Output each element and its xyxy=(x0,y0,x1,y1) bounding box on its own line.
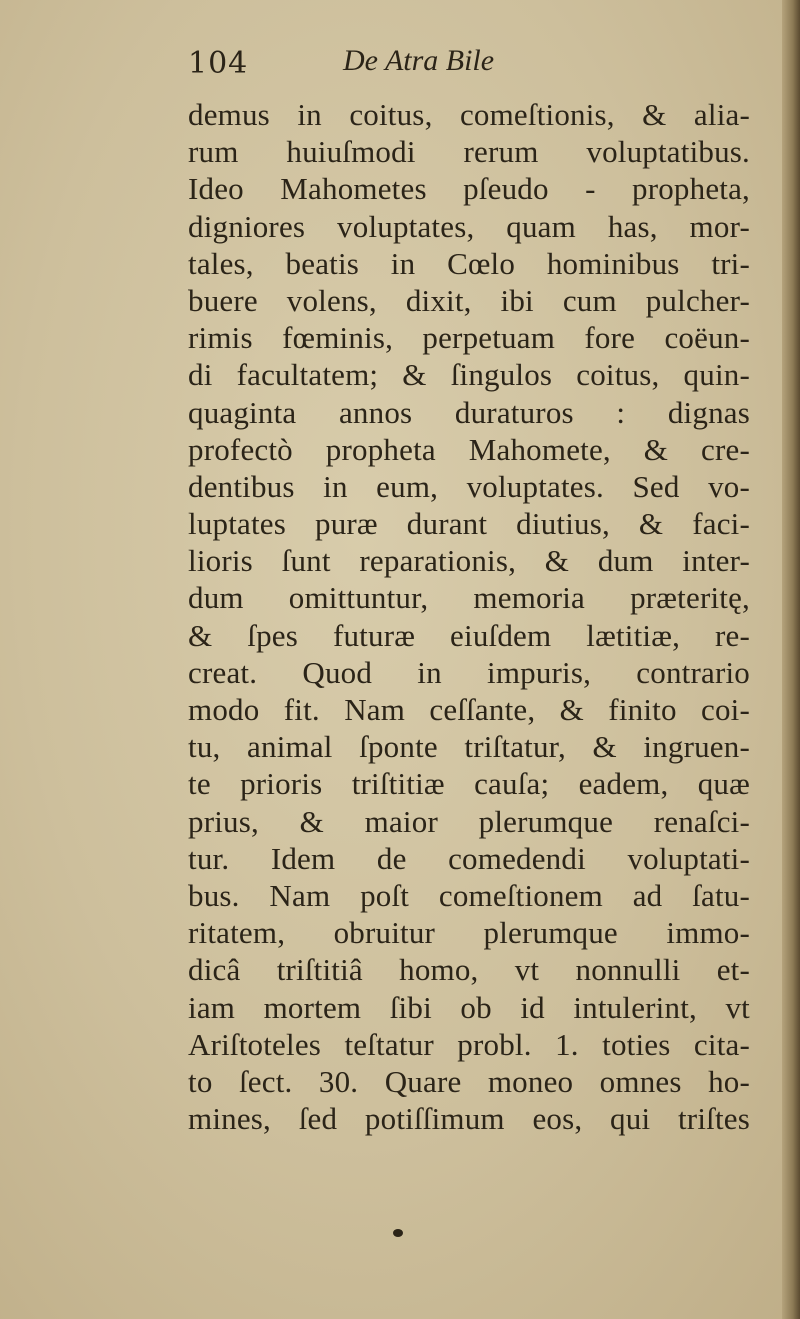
text-line: demus in coitus, comeſtionis, & alia- xyxy=(188,97,750,132)
text-line: Ideo Mahometes pſeudo - propheta, xyxy=(188,171,750,207)
text-line: quaginta annos duraturos : dignas xyxy=(188,394,750,430)
text-line: rum huiuſmodi rerum voluptatibus. xyxy=(188,134,750,170)
text-line: di facultatem; & ſingulos coitus, quin- xyxy=(188,357,750,393)
text-line: profectò propheta Mahomete, & cre- xyxy=(188,431,750,467)
text-line: tur. Idem de comedendi voluptati- xyxy=(188,840,750,876)
running-title: De Atra Bile xyxy=(343,44,495,77)
text-line: tales, beatis in Cœlo hominibus tri- xyxy=(188,245,750,281)
text-line: tu, animal ſponte triſtatur, & ingruen- xyxy=(188,729,750,765)
page-number: 104 xyxy=(188,46,249,81)
text-line: rimis fœminis, perpetuam fore coëun- xyxy=(188,320,750,356)
text-line: mines, ſed potiſſimum eos, qui triſtes xyxy=(188,1101,750,1137)
text-line: ritatem, obruitur plerumque immo- xyxy=(188,915,750,951)
text-line: to ſect. 30. Quare moneo omnes ho- xyxy=(188,1063,750,1099)
ink-dot-ornament xyxy=(393,1229,403,1237)
text-line: prius, & maior plerumque renaſci- xyxy=(188,803,750,839)
text-line: digniores voluptates, quam has, mor- xyxy=(188,208,750,244)
text-line: lioris ſunt reparationis, & dum inter- xyxy=(188,543,750,579)
text-line: Ariſtoteles teſtatur probl. 1. toties cita- xyxy=(188,1026,750,1062)
text-line: dentibus in eum, voluptates. Sed vo- xyxy=(188,468,750,504)
text-line: creat. Quod in impuris, contrario xyxy=(188,654,750,690)
text-line: dum omittuntur, memoria præteritę, xyxy=(188,580,750,616)
book-spine-edge xyxy=(782,0,800,1319)
text-line: & ſpes futuræ eiuſdem lætitiæ, re- xyxy=(188,617,750,653)
text-line: dicâ triſtitiâ homo, vt nonnulli et- xyxy=(188,952,750,988)
text-line: bus. Nam poſt comeſtionem ad ſatu- xyxy=(188,877,750,913)
text-line: buere volens, dixit, ibi cum pulcher- xyxy=(188,282,750,318)
text-line: iam mortem ſibi ob id intulerint, vt xyxy=(188,989,750,1025)
text-line: luptates puræ durant diutius, & faci- xyxy=(188,506,750,542)
page-header xyxy=(188,38,748,88)
text-line: modo fit. Nam ceſſante, & finito coi- xyxy=(188,692,750,727)
body-text xyxy=(188,96,750,1137)
text-line: te prioris triſtitiæ cauſa; eadem, quæ xyxy=(188,766,750,802)
